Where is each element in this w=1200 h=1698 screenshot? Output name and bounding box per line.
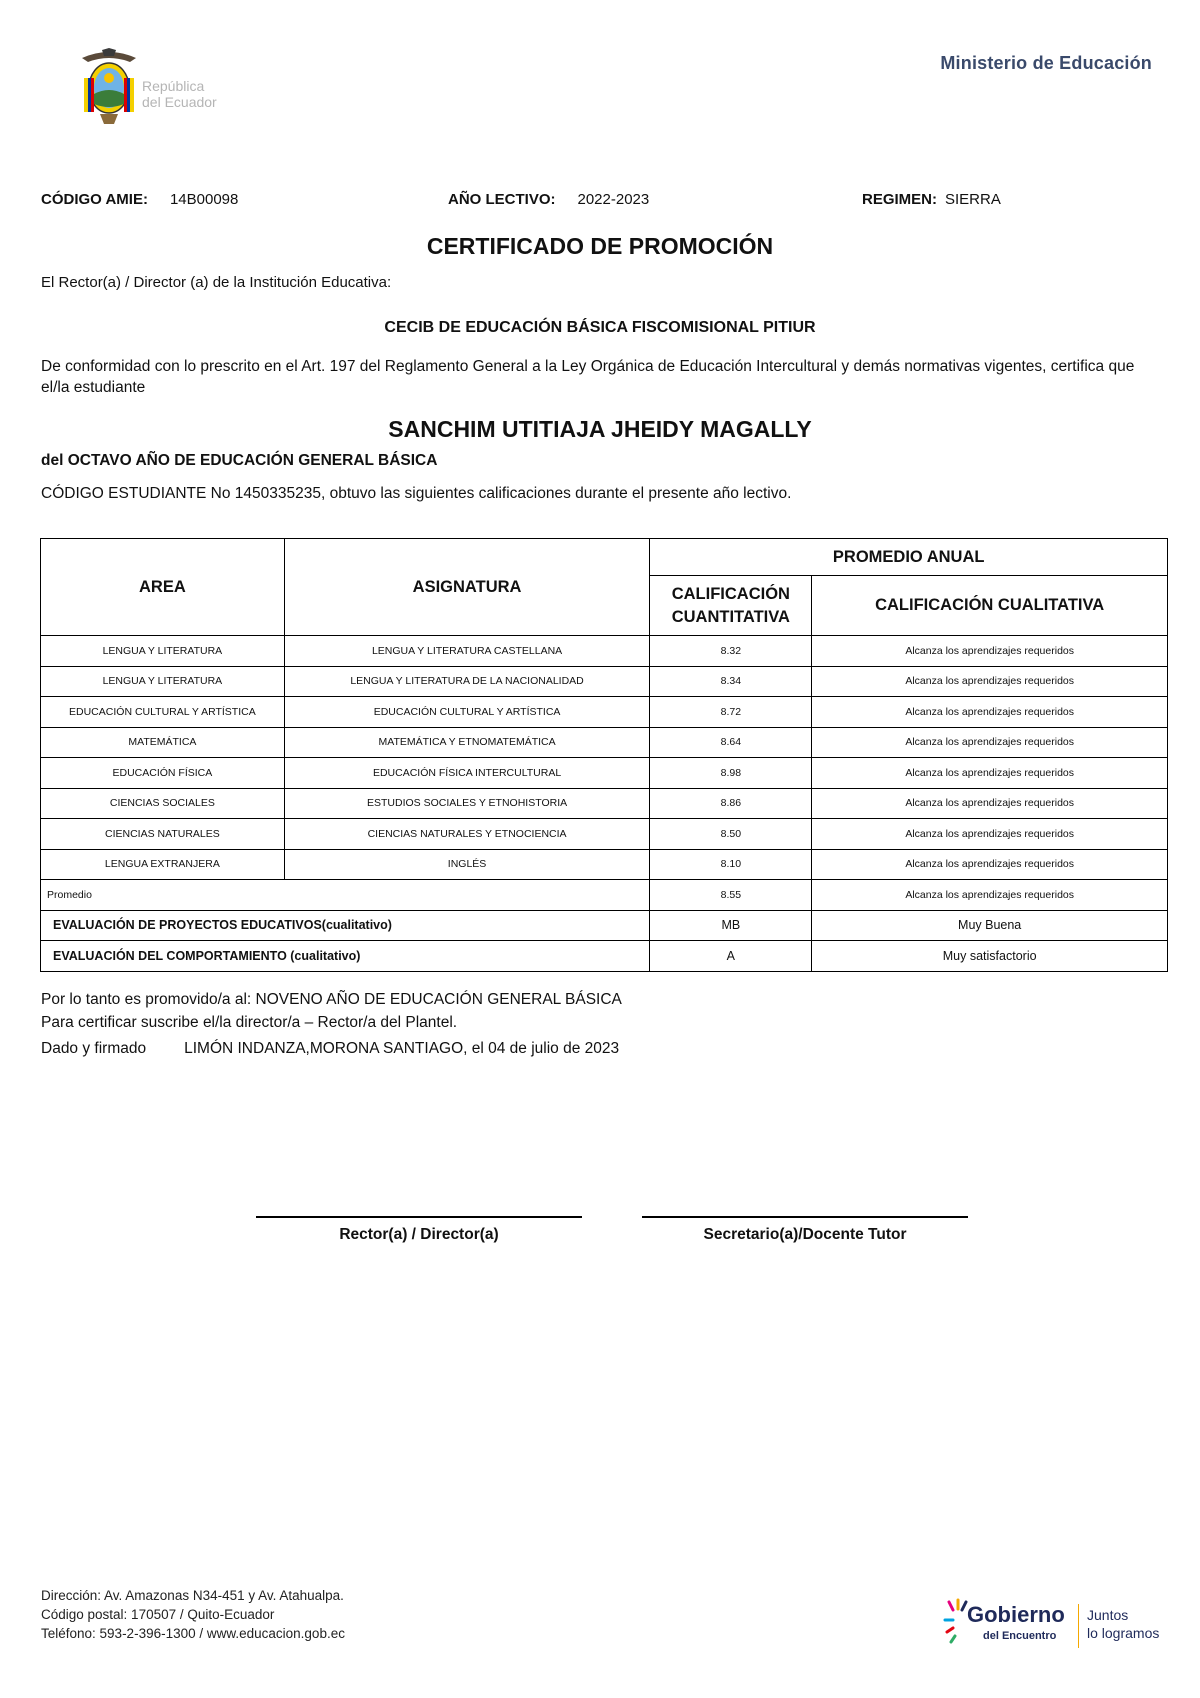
proyectos-row [41, 910, 1168, 941]
logo-divider [1078, 1604, 1079, 1648]
cell-asignatura: LENGUA Y LITERATURA DE LA NACIONALIDAD [284, 666, 650, 697]
ministry-name: Ministerio de Educación [940, 53, 1152, 73]
header-promedio-anual: PROMEDIO ANUAL [650, 539, 1168, 576]
table-row [41, 666, 1168, 697]
regimen-value: SIERRA [945, 191, 1001, 208]
table-row [41, 819, 1168, 850]
institution-name: CECIB DE EDUCACIÓN BÁSICA FISCOMISIONAL PITIUR [384, 319, 816, 336]
cell-asignatura: INGLÉS [284, 849, 650, 880]
year-value: 2022-2023 [577, 191, 650, 208]
table-row [41, 636, 1168, 667]
promedio-label: Promedio [41, 880, 650, 911]
coat-of-arms-icon [80, 48, 138, 126]
cell-cualitativa: Alcanza los aprendizajes requeridos [812, 636, 1168, 667]
cell-area: EDUCACIÓN FÍSICA [41, 758, 285, 789]
cell-area: LENGUA EXTRANJERA [41, 849, 285, 880]
header-cuantitativa-line1: CALIFICACIÓN [671, 584, 790, 603]
logo-line-1: República [142, 78, 205, 94]
header-area: AREA [41, 539, 285, 636]
certificar-line: Para certificar suscribe el/la director/a – Rector/a del Plantel. [41, 1014, 458, 1031]
intro-text: El Rector(a) / Director (a) de la Institución Educativa: [41, 274, 392, 291]
cell-area: MATEMÁTICA [41, 727, 285, 758]
slogan-line-1: Juntos [1087, 1607, 1129, 1623]
promedio-row [41, 880, 1168, 911]
amie-field [41, 191, 238, 208]
cell-cualitativa: Alcanza los aprendizajes requeridos [812, 819, 1168, 850]
republica-ecuador-text [142, 78, 217, 110]
cell-area: EDUCACIÓN CULTURAL Y ARTÍSTICA [41, 697, 285, 728]
cell-cualitativa: Alcanza los aprendizajes requeridos [812, 697, 1168, 728]
page-title: CERTIFICADO DE PROMOCIÓN [426, 233, 774, 259]
logo-line-2: del Ecuador [142, 94, 217, 110]
header-cuantitativa-line2: CUANTITATIVA [671, 607, 790, 626]
comportamiento-row [41, 941, 1168, 972]
slogan-line-2: lo logramos [1087, 1625, 1160, 1641]
student-name: SANCHIM UTITIAJA JHEIDY MAGALLY [388, 416, 812, 442]
cell-asignatura: EDUCACIÓN CULTURAL Y ARTÍSTICA [284, 697, 650, 728]
table-row [41, 849, 1168, 880]
cell-asignatura: LENGUA Y LITERATURA CASTELLANA [284, 636, 650, 667]
cell-asignatura: CIENCIAS NATURALES Y ETNOCIENCIA [284, 819, 650, 850]
comportamiento-cualitativa: Muy satisfactorio [812, 941, 1168, 972]
table-row [41, 697, 1168, 728]
cell-cualitativa: Alcanza los aprendizajes requeridos [812, 849, 1168, 880]
proyectos-cualitativa: Muy Buena [812, 910, 1168, 941]
signature-label-secretario: Secretario(a)/Docente Tutor [703, 1226, 907, 1243]
cell-area: CIENCIAS NATURALES [41, 819, 285, 850]
table-row [41, 758, 1168, 789]
promedio-cuantitativa: 8.55 [650, 880, 812, 911]
cell-area: CIENCIAS SOCIALES [41, 788, 285, 819]
cell-cuantitativa: 8.32 [650, 636, 812, 667]
signature-line-rector [256, 1216, 582, 1218]
regimen-label: REGIMEN: [862, 191, 937, 208]
cell-area: LENGUA Y LITERATURA [41, 636, 285, 667]
cell-asignatura: MATEMÁTICA Y ETNOMATEMÁTICA [284, 727, 650, 758]
grade-level: del OCTAVO AÑO DE EDUCACIÓN GENERAL BÁSICA [41, 452, 438, 469]
comportamiento-label: EVALUACIÓN DEL COMPORTAMIENTO (cualitativo) [41, 941, 650, 972]
gobierno-word: Gobierno [967, 1602, 1065, 1627]
header-cuantitativa [650, 576, 812, 636]
cell-cuantitativa: 8.98 [650, 758, 812, 789]
cell-cuantitativa: 8.64 [650, 727, 812, 758]
year-label: AÑO LECTIVO: [448, 191, 556, 208]
promedio-cualitativa: Alcanza los aprendizajes requeridos [812, 880, 1168, 911]
student-code-text: CÓDIGO ESTUDIANTE No 1450335235, obtuvo las siguientes calificaciones durante el presente año lectivo. [41, 485, 792, 502]
proyectos-label: EVALUACIÓN DE PROYECTOS EDUCATIVOS(cualitativo) [41, 910, 650, 941]
table-row [41, 788, 1168, 819]
republica-ecuador-logo [70, 48, 260, 128]
cell-cuantitativa: 8.10 [650, 849, 812, 880]
encuentro-word: del Encuentro [983, 1630, 1057, 1642]
cell-cuantitativa: 8.50 [650, 819, 812, 850]
proyectos-cuantitativa: MB [650, 910, 812, 941]
footer-address-line: Dirección: Av. Amazonas N34-451 y Av. Atahualpa. [41, 1588, 344, 1603]
conformidad-text: De conformidad con lo prescrito en el Art. 197 del Reglamento General a la Ley Orgánica de Educación Intercultural y demás normativas vigentes, certifica que el/la estudiante [41, 358, 1135, 396]
cell-cuantitativa: 8.86 [650, 788, 812, 819]
grades-table [40, 538, 1168, 972]
dado-firmado [41, 1040, 619, 1058]
promovido-line: Por lo tanto es promovido/a al: NOVENO AÑO DE EDUCACIÓN GENERAL BÁSICA [41, 991, 622, 1008]
cell-asignatura: EDUCACIÓN FÍSICA INTERCULTURAL [284, 758, 650, 789]
signature-label-rector: Rector(a) / Director(a) [339, 1226, 499, 1243]
amie-value: 14B00098 [169, 191, 239, 208]
signature-line-secretario [642, 1216, 968, 1218]
table-row [41, 727, 1168, 758]
promotion-text [41, 988, 622, 1034]
dado-place: LIMÓN INDANZA,MORONA SANTIAGO, el 04 de julio de 2023 [184, 1040, 620, 1057]
header-asignatura: ASIGNATURA [284, 539, 650, 636]
footer-postal-line: Código postal: 170507 / Quito-Ecuador [41, 1607, 275, 1622]
gobierno-encuentro-logo [943, 1598, 1163, 1658]
cell-asignatura: ESTUDIOS SOCIALES Y ETNOHISTORIA [284, 788, 650, 819]
amie-label: CÓDIGO AMIE: [41, 191, 148, 208]
slogan [1087, 1606, 1159, 1642]
footer-address [41, 1586, 345, 1643]
cell-cualitativa: Alcanza los aprendizajes requeridos [812, 727, 1168, 758]
regimen-field [862, 191, 1001, 208]
cell-cualitativa: Alcanza los aprendizajes requeridos [812, 788, 1168, 819]
cell-area: LENGUA Y LITERATURA [41, 666, 285, 697]
year-field [448, 191, 649, 208]
cell-cualitativa: Alcanza los aprendizajes requeridos [812, 666, 1168, 697]
cell-cualitativa: Alcanza los aprendizajes requeridos [812, 758, 1168, 789]
cell-cuantitativa: 8.34 [650, 666, 812, 697]
header-cualitativa: CALIFICACIÓN CUALITATIVA [812, 576, 1168, 636]
dado-label: Dado y firmado [41, 1040, 147, 1057]
comportamiento-cuantitativa: A [650, 941, 812, 972]
footer-phone-line: Teléfono: 593-2-396-1300 / www.educacion.gob.ec [41, 1626, 345, 1641]
cell-cuantitativa: 8.72 [650, 697, 812, 728]
